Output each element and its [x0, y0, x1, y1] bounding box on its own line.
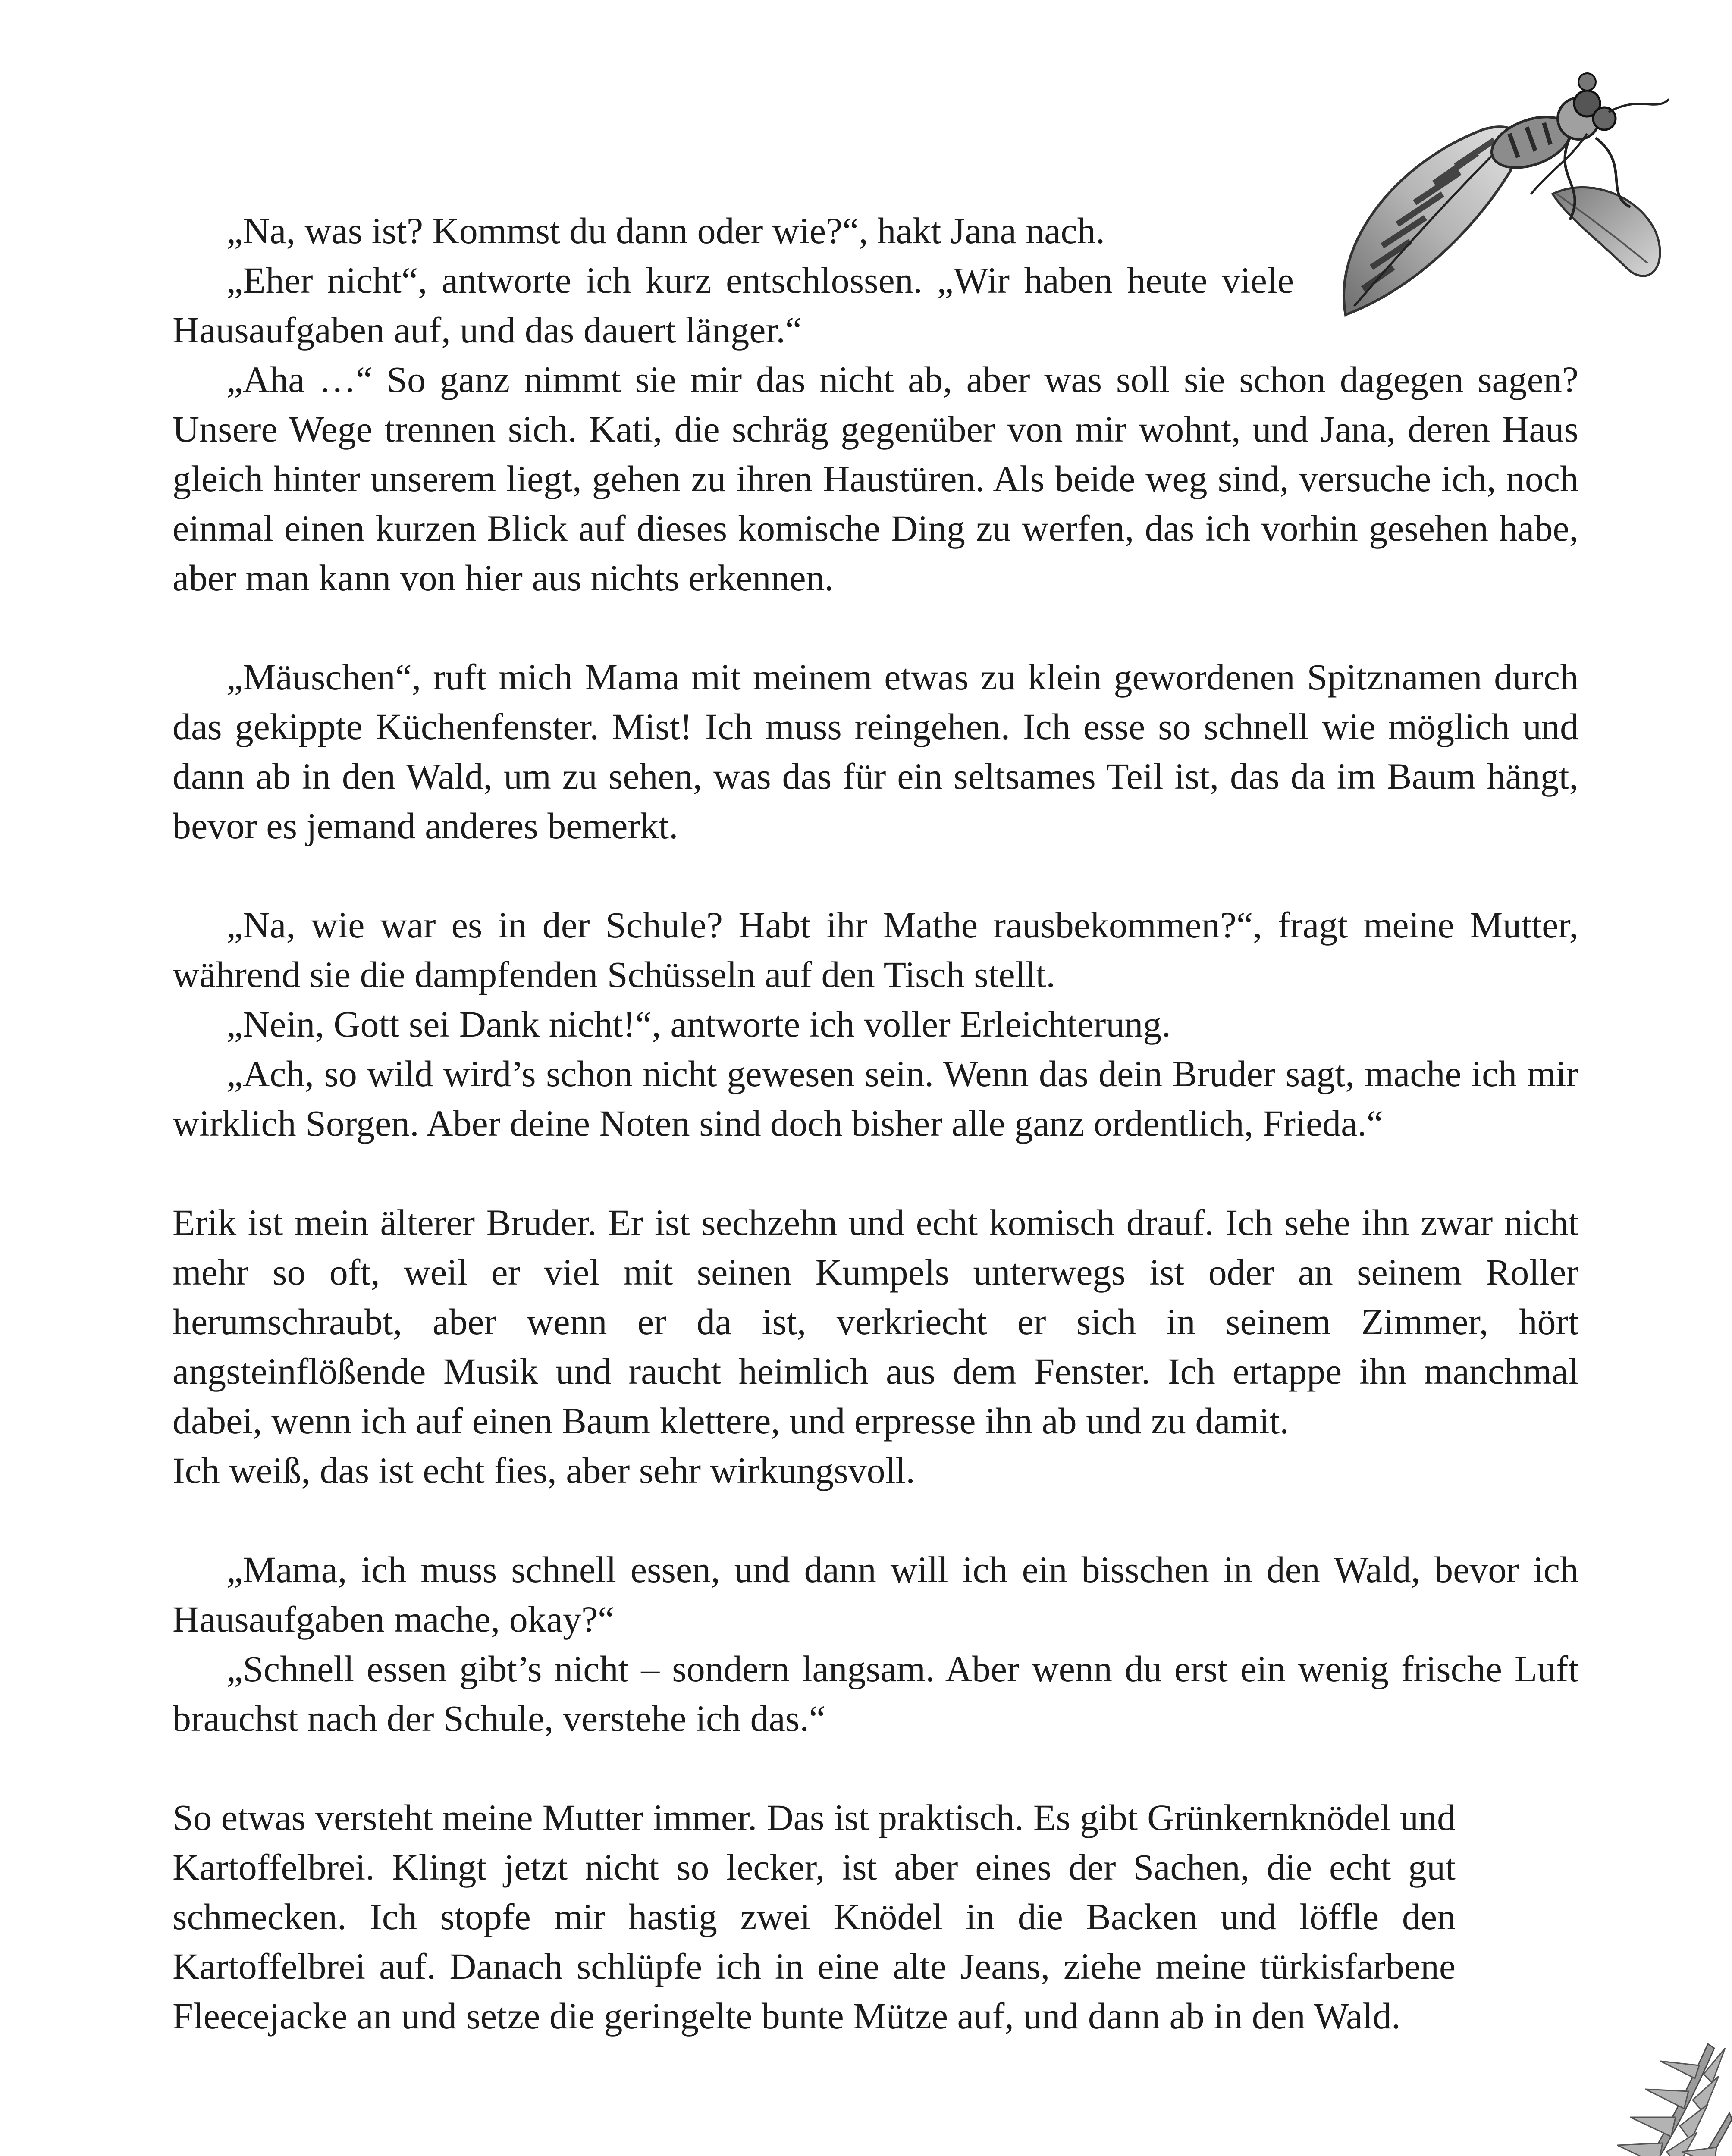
paragraph-9: Ich weiß, das ist echt fies, aber sehr wirkungsvoll.: [173, 1450, 915, 1491]
paragraph-2: „Eher nicht“, antworte ich kurz entschlossen. „Wir haben heute viele Hausaufgaben auf, und das dauert länger.“: [173, 260, 1294, 351]
fern-and-flowers-illustration: [1328, 2035, 1732, 2156]
paragraph-10: „Mama, ich muss schnell essen, und dann will ich ein bisschen in den Wald, bevor ich Hausaufgaben mache, okay?“: [173, 1549, 1578, 1640]
paragraph-5: „Na, wie war es in der Schule? Habt ihr Mathe rausbekommen?“, fragt meine Mutter, während sie die dampfenden Schüsseln auf den Tisch stellt.: [173, 904, 1578, 995]
paragraph-3: „Aha …“ So ganz nimmt sie mir das nicht ab, aber was soll sie schon dagegen sagen? Unsere Wege trennen sich. Kati, die schräg gegenüber von mir wohnt, und Jana, deren Haus gleich hinter unserem liegt, gehen zu ihren Haustüren. Als beide weg sind, versuche ich, noch einmal einen kurzen Blick auf dieses komische Ding zu werfen, das ich vorhin gesehen habe, aber man kann von hier aus nichts erkennen.: [173, 359, 1578, 599]
paragraph-1: „Na, was ist? Kommst du dann oder wie?“, hakt Jana nach.: [226, 210, 1105, 251]
paragraph-7: „Ach, so wild wird’s schon nicht gewesen sein. Wenn das dein Bruder sagt, mache ich mir wirklich Sorgen. Aber deine Noten sind doch bisher alle ganz ordentlich, Frieda.“: [173, 1053, 1578, 1144]
paragraph-8: Erik ist mein älterer Bruder. Er ist sechzehn und echt komisch drauf. Ich sehe ihn zwar nicht mehr so oft, weil er viel mit seinen Kumpels unterwegs ist oder an seinem Roller herumschraubt, aber wenn er da ist, verkriecht er sich in seinem Zimmer, hört angsteinflößende Musik und raucht heimlich aus dem Fenster. Ich ertappe ihn manchmal dabei, wenn ich auf einen Baum klettere, und erpresse ihn ab und zu damit.: [173, 1202, 1578, 1442]
page-text: [173, 206, 1578, 2041]
paragraph-6: „Nein, Gott sei Dank nicht!“, antworte ich voller Erleichterung.: [226, 1003, 1171, 1045]
paragraph-11: „Schnell essen gibt’s nicht – sondern langsam. Aber wenn du erst ein wenig frische Luft brauchst nach der Schule, verstehe ich das.“: [173, 1648, 1578, 1739]
paragraph-12: So etwas versteht meine Mutter immer. Das ist praktisch. Es gibt Grünkernknödel und Kartoffelbrei. Klingt jetzt nicht so lecker, ist aber eines der Sachen, die echt gut schmecken. Ich stopfe mir hastig zwei Knödel in die Backen und löffle den Kartoffelbrei auf. Danach schlüpfe ich in eine alte Jeans, ziehe meine türkisfarbene Fleecejacke an und setze die geringelte bunte Mütze auf, und dann ab in den Wald.: [173, 1797, 1456, 2037]
paragraph-4: „Mäuschen“, ruft mich Mama mit meinem etwas zu klein gewordenen Spitznamen durch das gekippte Küchenfenster. Mist! Ich muss reingehen. Ich esse so schnell wie möglich und dann ab in den Wald, um zu sehen, was das für ein seltsames Teil ist, das da im Baum hängt, bevor es jemand anderes bemerkt.: [173, 656, 1578, 846]
